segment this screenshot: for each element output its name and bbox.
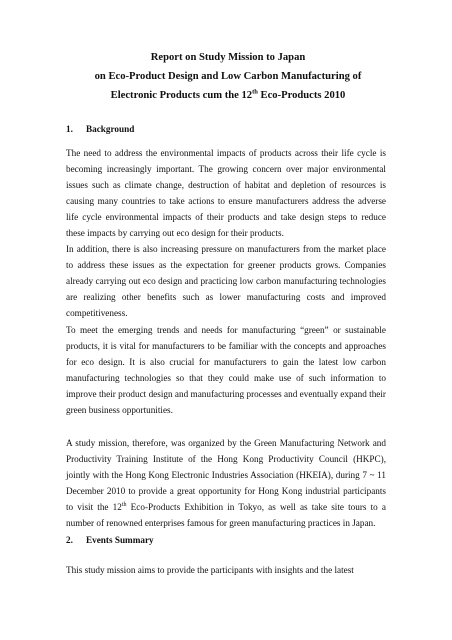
paragraph-5: This study mission aims to provide the participants with insights and the latest <box>66 565 354 575</box>
section-heading-background <box>66 124 134 134</box>
report-title <box>60 48 396 105</box>
section-title: Background <box>86 124 135 134</box>
section-title: Events Summary <box>86 535 154 545</box>
section-number: 2. <box>66 535 73 545</box>
section-heading-events <box>66 535 154 545</box>
title-superscript: th <box>252 88 258 96</box>
paragraph-1: The need to address the environmental impacts of products across their life cycle is becoming increasingly important. The growing concern over major environmental issues such as climate change, destruction of habitat and depletion of resources is causing many countries to take actions to ensure manufacturers address the adverse life cycle environmental impacts of their products and take design steps to reduce these impacts by carrying out eco design for their products. <box>66 148 386 239</box>
title-line-3-tail: Eco-Products 2010 <box>257 90 346 101</box>
title-line-1: Report on Study Mission to Japan <box>150 52 306 63</box>
section-number: 1. <box>66 124 73 134</box>
paragraph-4-text: A study mission, therefore, was organized by the Green Manufacturing Network and Productivity Training Institute of the Hong Kong Productivity Council (HKPC), jointly with the Hong Kong Electronic Industries Association (HKEIA), during 7 ~ 11 December 2010 to provide a great opportunity for Hong Kong industrial participants to visit the 12 <box>66 438 386 513</box>
paragraph-4-superscript: th <box>121 502 127 509</box>
title-line-2: on Eco-Product Design and Low Carbon Manufacturing of <box>94 71 362 82</box>
paragraph-4-tail: Eco-Products Exhibition in Tokyo, as well as take site tours to a number of renowned enterprises famous for green manufacturing practices in Japan. <box>66 502 386 529</box>
paragraph-2: In addition, there is also increasing pressure on manufacturers from the market place to address these issues as the expectation for greener products grows. Companies already carrying out eco design and practicing low carbon manufacturing technologies are realizing other benefits such as lower manufacturing costs and improved competitiveness. <box>66 244 386 319</box>
paragraph-3: To meet the emerging trends and needs for manufacturing “green” or sustainable products, it is vital for manufacturers to be familiar with the concepts and approaches for eco design. It is also crucial for manufacturers to gain the latest low carbon manufacturing technologies so that they could make use of such information to improve their product design and manufacturing processes and eventually expand their green business opportunities. <box>66 325 386 416</box>
paragraph-4 <box>66 435 386 532</box>
title-line-3 <box>60 86 396 105</box>
title-line-3-text: Electronic Products cum the 12 <box>110 90 253 101</box>
